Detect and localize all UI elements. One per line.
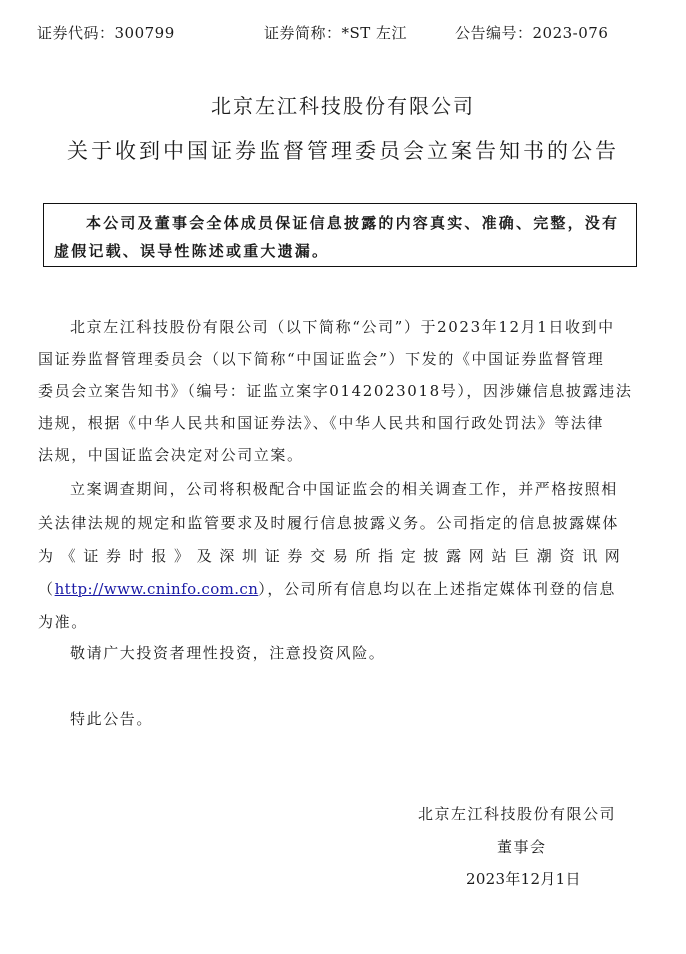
disclaimer-line-2: 虚假记载、误导性陈述或重大遗漏。 (54, 242, 330, 260)
paragraph-line: 法规，中国证监会决定对公司立案。 (38, 446, 304, 464)
paragraph-line: 为 《 证 券 时 报 》 及 深 圳 证 券 交 易 所 指 定 披 露 网 站 巨 潮 资 讯 网 (38, 547, 620, 565)
paragraph-line: 为准。 (38, 613, 88, 631)
paragraph-line: 关法律法规的规定和监管要求及时履行信息披露义务。公司指定的信息披露媒体 (38, 514, 620, 532)
closing-statement: 特此公告。 (70, 710, 154, 728)
signature-company: 北京左江科技股份有限公司 (418, 805, 617, 823)
announcement-number: 公告编号：2023-076 (455, 24, 609, 42)
disclaimer-box (43, 203, 637, 267)
paragraph-line: 国证券监督管理委员会（以下简称“中国证监会”）下发的《中国证券监督管理 (38, 350, 605, 368)
paragraph-line: 委员会立案告知书》（编号：证监立案字0142023018号），因涉嫌信息披露违法 (38, 382, 633, 400)
paragraph-line: 违规，根据《中华人民共和国证券法》、《中华人民共和国行政处罚法》等法律 (38, 414, 605, 432)
signature-board: 董事会 (497, 838, 547, 856)
company-title: 北京左江科技股份有限公司 (211, 94, 475, 118)
cninfo-link[interactable]: http://www.cninfo.com.cn (54, 580, 259, 598)
announcement-title: 关于收到中国证券监督管理委员会立案告知书的公告 (67, 139, 619, 163)
security-abbreviation: 证券简称：*ST 左江 (264, 24, 408, 42)
disclaimer-line-1: 本公司及董事会全体成员保证信息披露的内容真实、准确、完整，没有 (86, 214, 620, 232)
signature-date: 2023年12月1日 (466, 870, 581, 888)
line-rest: ），公司所有信息均以在上述指定媒体刊登的信息 (258, 580, 616, 598)
risk-warning: 敬请广大投资者理性投资，注意投资风险。 (70, 644, 386, 662)
paragraph-line: 立案调查期间，公司将积极配合中国证监会的相关调查工作，并严格按照相 (70, 480, 618, 498)
paragraph-line: 北京左江科技股份有限公司（以下简称“公司”）于2023年12月1日收到中 (70, 318, 615, 336)
security-code: 证券代码：300799 (37, 24, 175, 42)
open-paren: （ (38, 580, 55, 598)
paragraph-line-with-link (38, 578, 616, 599)
